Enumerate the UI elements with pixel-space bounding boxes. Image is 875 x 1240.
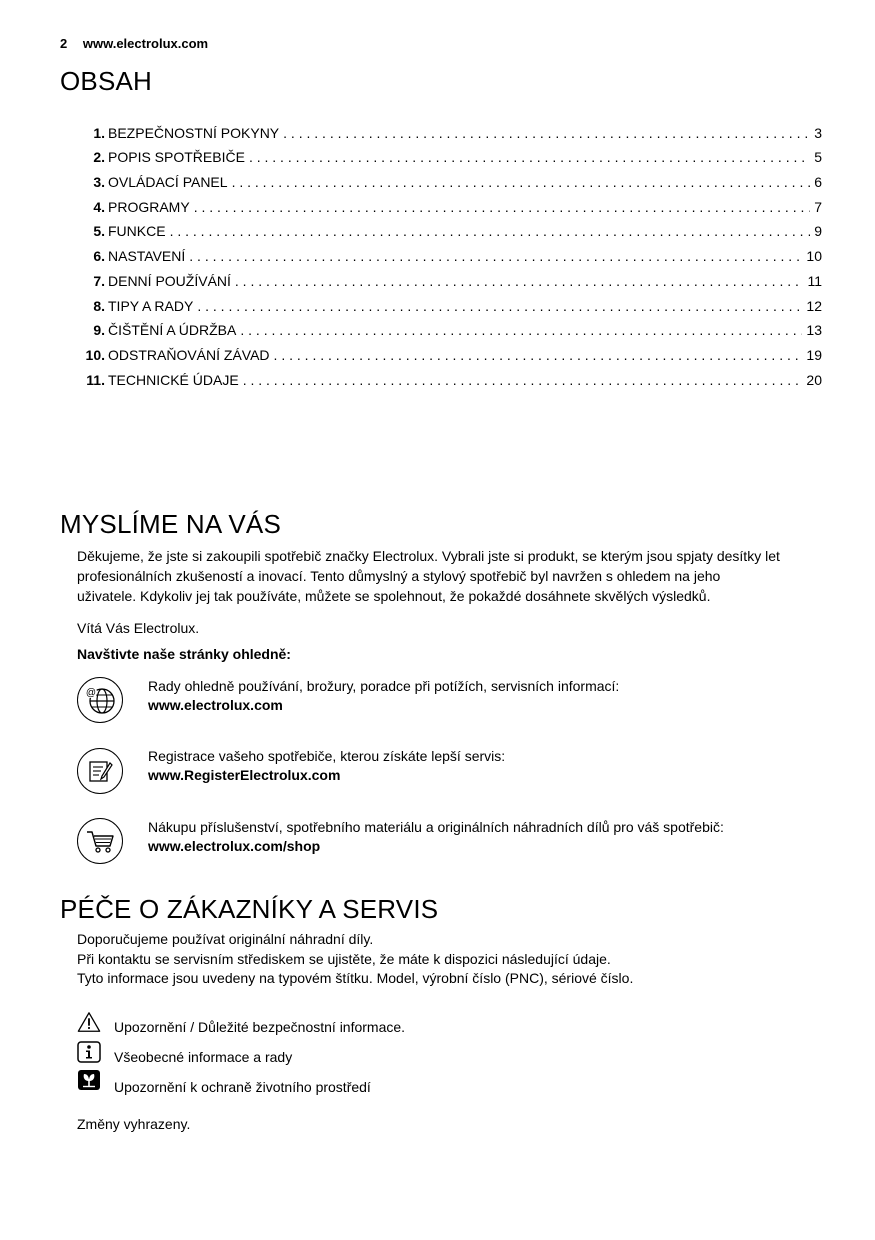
toc-item-label: TECHNICKÉ ÚDAJE: [108, 371, 239, 388]
toc-item-number: 8.: [93, 297, 105, 314]
toc-item-page: 5: [814, 149, 822, 166]
toc-item-number: 7.: [93, 272, 105, 289]
toc-leader-dots: [170, 223, 811, 239]
cart-icon: [77, 818, 123, 864]
legend-text: Upozornění / Důležité bezpečnostní informace.: [114, 1019, 406, 1035]
toc-item[interactable]: [78, 190, 822, 215]
toc-item-number: 3.: [93, 174, 105, 191]
care-line: Doporučujeme používat originální náhradní díly.: [77, 931, 374, 947]
toc-item-page: 10: [806, 248, 822, 265]
toc-item-page: 13: [806, 322, 822, 339]
changes-reserved: Změny vyhrazeny.: [77, 1116, 191, 1132]
toc-item[interactable]: [78, 338, 822, 363]
care-paragraph: [77, 930, 837, 989]
thinking-title: MYSLÍME NA VÁS: [60, 509, 281, 539]
toc-item-label: PROGRAMY: [108, 198, 190, 215]
toc-item-page: 20: [806, 371, 822, 388]
care-title: PÉČE O ZÁKAZNÍKY A SERVIS: [60, 894, 439, 924]
toc-item[interactable]: [78, 141, 822, 166]
resource-text: Rady ohledně používání, brožury, poradce při potížích, servisních informací:: [148, 678, 620, 694]
toc-item-label: DENNÍ POUŽÍVÁNÍ: [108, 272, 231, 289]
toc-item[interactable]: [78, 264, 822, 289]
toc-item[interactable]: [78, 165, 822, 190]
thinking-line: profesionálních zkušeností a inovací. Tento důmyslný a stylový spotřebič byl navržen s ohledem na jeho: [77, 568, 721, 584]
toc-item[interactable]: [78, 116, 822, 141]
svg-text:@: @: [85, 687, 97, 699]
thinking-line: uživatele. Kdykoliv jej tak používáte, můžete se spolehnout, že pokaždé dosáhnete skvělých výsledků.: [77, 588, 711, 604]
toc-item-page: 9: [814, 223, 822, 240]
care-line: Tyto informace jsou uvedeny na typovém štítku. Model, výrobní číslo (PNC), sériové číslo.: [77, 970, 634, 986]
globe-icon: [77, 677, 123, 723]
toc-title: OBSAH: [60, 66, 153, 96]
resource-text: Nákupu příslušenství, spotřebního materiálu a originálních náhradních dílů pro váš spotřebič:: [148, 819, 724, 835]
toc-item-number: 6.: [93, 248, 105, 265]
toc-leader-dots: [243, 372, 803, 388]
toc-item-number: 2.: [93, 149, 105, 166]
resource-text: Registrace vašeho spotřebiče, kterou získáte lepší servis:: [148, 748, 506, 764]
toc-item-label: BEZPEČNOSTNÍ POKYNY: [108, 124, 280, 141]
legend-text: Všeobecné informace a rady: [114, 1049, 293, 1065]
warning-icon: [77, 1010, 101, 1034]
toc-leader-dots: [194, 199, 811, 215]
welcome-text: Vítá Vás Electrolux.: [77, 620, 200, 636]
toc-leader-dots: [240, 322, 802, 338]
toc-item[interactable]: [78, 289, 822, 314]
toc-item-label: ČIŠTĚNÍ A ÚDRŽBA: [108, 322, 237, 339]
care-line: Při kontaktu se servisním střediskem se ujistěte, že máte k dispozici následující údaje.: [77, 950, 611, 967]
environment-icon: [77, 1068, 101, 1092]
toc-leader-dots: [197, 298, 802, 314]
resource-link[interactable]: www.electrolux.com/shop: [148, 838, 321, 854]
toc-item-label: OVLÁDACÍ PANEL: [108, 174, 228, 191]
toc-item-page: 12: [806, 297, 822, 314]
page-header: [60, 36, 208, 51]
toc-item-number: 9.: [93, 322, 105, 339]
toc-item-page: 7: [814, 198, 822, 215]
info-icon: [77, 1040, 101, 1064]
toc-leader-dots: [274, 347, 803, 363]
toc-item[interactable]: [78, 215, 822, 240]
toc-item-number: 5.: [93, 223, 105, 240]
toc-leader-dots: [235, 273, 804, 289]
toc-item-page: 3: [814, 124, 822, 141]
toc-item-label: ODSTRAŇOVÁNÍ ZÁVAD: [108, 346, 270, 363]
toc-leader-dots: [283, 125, 810, 141]
toc-item[interactable]: [78, 314, 822, 339]
toc-item-number: 1.: [93, 124, 105, 141]
toc-item[interactable]: [78, 239, 822, 264]
toc-leader-dots: [249, 149, 810, 165]
toc-leader-dots: [232, 174, 811, 190]
toc-item-label: NASTAVENÍ: [108, 248, 186, 265]
visit-label: Navštivte naše stránky ohledně:: [77, 646, 291, 662]
resource-link[interactable]: www.RegisterElectrolux.com: [148, 767, 341, 783]
toc-item-number: 11.: [86, 371, 105, 388]
toc-item-number: 10.: [85, 346, 105, 363]
toc-item-page: 6: [814, 174, 822, 191]
header-url[interactable]: www.electrolux.com: [82, 36, 209, 51]
toc-leader-dots: [189, 248, 802, 264]
toc-item-label: FUNKCE: [108, 223, 166, 240]
toc-item-page: 19: [806, 346, 822, 363]
toc-item-label: POPIS SPOTŘEBIČE: [108, 149, 245, 166]
toc-item-label: TIPY A RADY: [108, 297, 194, 314]
toc-item[interactable]: [78, 363, 822, 388]
register-icon: [77, 748, 123, 794]
thinking-line: Děkujeme, že jste si zakoupili spotřebič značky Electrolux. Vybrali jste si produkt, se kterým jsou spjaty desítky let: [77, 548, 780, 564]
toc-item-page: 11: [807, 272, 822, 289]
toc-item-number: 4.: [93, 198, 105, 215]
page-number: 2: [60, 36, 68, 51]
legend-text: Upozornění k ochraně životního prostředí: [114, 1079, 371, 1095]
table-of-contents: [78, 116, 822, 388]
thinking-paragraph: [77, 546, 837, 606]
resource-link[interactable]: www.electrolux.com: [148, 697, 283, 713]
